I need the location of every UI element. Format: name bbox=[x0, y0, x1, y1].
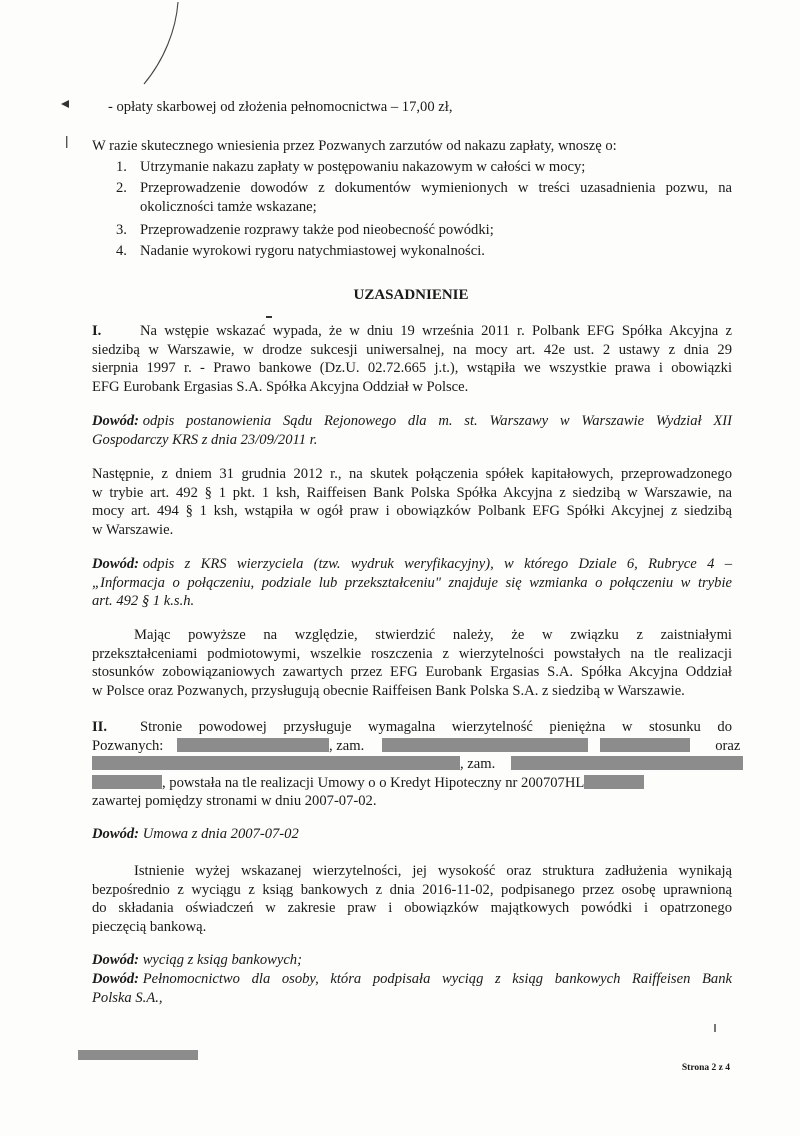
evidence-label: Dowód: bbox=[92, 413, 140, 429]
request-text: Nadanie wyrokowi rygoru natychmiastowej wykonalności. bbox=[140, 243, 485, 259]
redacted-address-2b bbox=[92, 775, 162, 789]
paragraph-line: stosunków zobowiązaniowych zawartych przez EFG Eurobank Ergasias S.A. Spółka Akcyjna Oddział bbox=[92, 664, 732, 680]
request-text: Utrzymanie nakazu zapłaty w postępowaniu nakazowym w całości w mocy; bbox=[140, 159, 586, 175]
section-2 bbox=[92, 718, 741, 811]
merger-paragraph bbox=[92, 465, 732, 539]
evidence-1 bbox=[92, 412, 732, 449]
paragraph-line: przekształceniami podmiotowymi, wszelkie roszczenia z wierzytelności powstałych na tle realizacji bbox=[92, 645, 732, 662]
origin-text: , powstała na tle realizacji Umowy o o Kredyt Hipoteczny nr 200707HL bbox=[162, 774, 585, 791]
scan-mark bbox=[266, 316, 272, 318]
address-label: , zam. bbox=[329, 737, 365, 754]
paragraph-line: mocy art. 494 § 1 ksh, wstąpiła w ogół praw i obowiązków Polbank EFG Spółki Akcyjnej z siedzibą bbox=[92, 503, 732, 519]
margin-mark-arrow bbox=[60, 98, 72, 110]
request-item bbox=[116, 158, 732, 179]
redacted-name-1 bbox=[177, 738, 329, 752]
paragraph-line: Następnie, z dniem 31 grudnia 2012 r., na skutek połączenia spółek kapitałowych, przeprowadzonego bbox=[92, 466, 732, 482]
evidence-text: „Informacja o połączeniu, podziale lub przekształceniu" znajduje się wzmianka o połączeniu w trybie bbox=[92, 574, 732, 591]
paragraph-line: do składania oświadczeń w zakresie praw i obowiązków majątkowych powódki i opatrzonego bbox=[92, 900, 732, 916]
paragraph-line: sierpnia 1997 r. - Prawo bankowe (Dz.U. 02.72.665 j.t.), wstąpiła we wszystkie prawa i obowiązki bbox=[92, 360, 732, 376]
section-roman-numeral: I. bbox=[92, 323, 102, 339]
evidence-text: Gospodarczy KRS z dnia 23/09/2011 r. bbox=[92, 431, 318, 448]
heading-text: UZASADNIENIE bbox=[353, 287, 469, 303]
section-1 bbox=[92, 322, 732, 396]
and-label: oraz bbox=[715, 737, 741, 754]
section-roman-numeral: II. bbox=[92, 719, 108, 735]
request-number: 3. bbox=[116, 222, 127, 238]
requests-list bbox=[116, 158, 732, 263]
redacted-name-2 bbox=[92, 756, 460, 770]
paragraph-line: Stronie powodowej przysługuje wymagalna wierzytelność pieniężna w stosunku do bbox=[140, 719, 732, 735]
paragraph-line: w Polsce oraz Pozwanych, przysługują obecnie Raiffeisen Bank Polska S.A. z siedzibą w Warszawie. bbox=[92, 682, 685, 699]
signature-stroke bbox=[120, 0, 190, 90]
evidence-text: Pełnomocnictwo dla osoby, która podpisała wyciąg z ksiąg bankowych Raiffeisen Bank bbox=[142, 971, 732, 987]
paragraph-line: zawartej pomiędzy stronami w dniu 2007-07-02. bbox=[92, 793, 377, 809]
debt-paragraph bbox=[92, 862, 732, 936]
evidence-2 bbox=[92, 555, 732, 611]
paragraph-line: siedzibą w Warszawie, w drodze sukcesji uniwersalnej, na mocy art. 42e ust. 2 ustawy z dnia 29 bbox=[92, 341, 732, 358]
second-defendant-line bbox=[92, 755, 732, 774]
redacted-address-1 bbox=[382, 738, 588, 752]
request-text: Przeprowadzenie rozprawy także pod nieobecność powódki; bbox=[140, 222, 494, 238]
redacted-address-1b bbox=[600, 738, 690, 752]
evidence-label: Dowód: bbox=[92, 952, 140, 968]
request-text-cont: okoliczności tamże wskazane; bbox=[140, 198, 317, 215]
redacted-footer bbox=[78, 1050, 198, 1060]
evidence-3 bbox=[92, 825, 732, 844]
paragraph-line: w trybie art. 492 § 1 pkt. 1 ksh, Raiffeisen Bank Polska Spółka Akcyjna z siedzibą w Warszawie, na bbox=[92, 484, 732, 501]
evidence-text: art. 492 § 1 k.s.h. bbox=[92, 593, 195, 609]
paragraph-line: Na wstępie wskazać wypada, że w dniu 19 września 2011 r. Polbank EFG Spółka Akcyjna z bbox=[140, 323, 732, 339]
origin-line bbox=[92, 774, 732, 793]
address-label: , zam. bbox=[460, 756, 496, 772]
margin-mark-bar bbox=[66, 136, 69, 152]
defendants-label: Pozwanych: bbox=[92, 737, 164, 754]
request-item bbox=[116, 221, 732, 242]
evidence-label: Dowód: bbox=[92, 971, 140, 987]
paragraph-line: EFG Eurobank Ergasias S.A. Spółka Akcyjna Oddział w Polsce. bbox=[92, 378, 469, 395]
evidence-4 bbox=[92, 951, 732, 970]
defendants-line bbox=[92, 737, 741, 756]
evidence-label: Dowód: bbox=[92, 826, 140, 842]
evidence-text: odpis postanowienia Sądu Rejonowego dla m. st. Warszawy w Warszawie Wydział XII bbox=[142, 413, 732, 429]
paragraph-line: Mając powyższe na względzie, stwierdzić należy, że w związku z zaistniałymi bbox=[134, 627, 732, 643]
fee-line-text: - opłaty skarbowej od złożenia pełnomocnictwa – 17,00 zł, bbox=[108, 99, 453, 115]
paragraph-line: pieczęcią bankową. bbox=[92, 918, 207, 935]
scan-mark bbox=[714, 1024, 716, 1032]
request-number: 1. bbox=[116, 159, 127, 175]
page-number bbox=[682, 1062, 730, 1074]
evidence-text: odpis z KRS wierzyciela (tzw. wydruk weryfikacyjny), w którego Dziale 6, Rubryce 4 – bbox=[142, 556, 732, 572]
request-text: Przeprowadzenie dowodów z dokumentów wymienionych w treści uzasadnienia pozwu, na bbox=[140, 180, 732, 196]
page-number-text: Strona 2 z 4 bbox=[681, 1063, 730, 1073]
requests-intro bbox=[92, 137, 617, 156]
evidence-label: Dowód: bbox=[92, 556, 140, 572]
redacted-address-2 bbox=[511, 756, 743, 770]
evidence-text: Polska S.A., bbox=[92, 989, 163, 1006]
transformations-paragraph bbox=[92, 626, 732, 700]
paragraph-line: w Warszawie. bbox=[92, 521, 174, 538]
request-number: 4. bbox=[116, 243, 127, 259]
evidence-5 bbox=[92, 970, 732, 1007]
fee-line bbox=[108, 98, 452, 117]
requests-intro-text: W razie skutecznego wniesienia przez Pozwanych zarzutów od nakazu zapłaty, wnoszę o: bbox=[92, 138, 617, 154]
evidence-text: Umowa z dnia 2007-07-02 bbox=[142, 826, 299, 842]
evidence-text: wyciąg z ksiąg bankowych; bbox=[142, 952, 302, 968]
request-item bbox=[116, 179, 732, 221]
request-number: 2. bbox=[116, 180, 127, 196]
redacted-contract-number bbox=[584, 775, 644, 789]
section-heading bbox=[0, 286, 800, 305]
paragraph-line: bezpośrednio z wyciągu z ksiąg bankowych z dnia 2016-11-02, podpisanego przez osobę uprawnioną bbox=[92, 881, 732, 898]
request-item bbox=[116, 242, 732, 263]
paragraph-line: Istnienie wyżej wskazanej wierzytelności, jej wysokość oraz struktura zadłużenia wynikają bbox=[134, 863, 732, 879]
